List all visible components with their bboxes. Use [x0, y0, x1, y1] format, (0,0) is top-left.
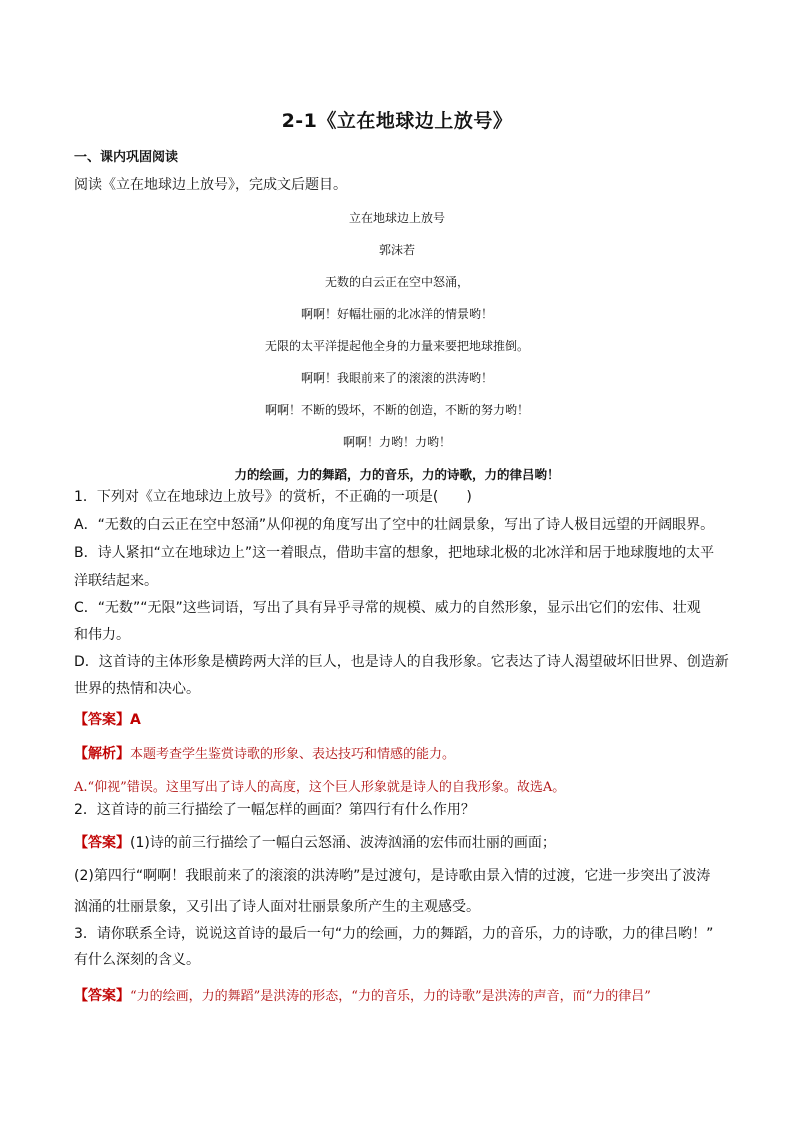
poem-author: 郭沫若 — [378, 243, 415, 257]
analysis-text: 本题考查学生鉴赏诗歌的形象、表达技巧和情感的能力。 — [130, 747, 456, 762]
question-2-stem: 2．这首诗的前三行描绘了一幅怎样的画面？第四行有什么作用？ — [74, 802, 475, 818]
question-2-answer-part-2-cont: 汹涌的壮丽景象，又引出了诗人面对壮丽景象所产生的主观感受。 — [74, 899, 480, 915]
poem-line: 啊啊！好幅壮丽的北冰洋的情景哟！ — [300, 307, 493, 321]
answer-tag: 【答案】 — [74, 712, 130, 728]
poem-title: 立在地球边上放号 — [348, 211, 445, 225]
question-1-option-b: B．诗人紧扣“立在地球边上”这一着眼点，借助丰富的想象，把地球北极的北冰洋和居于地球腹地的太平 — [74, 545, 715, 561]
question-1-option-a: A．“无数的白云正在空中怒涌”从仰视的角度写出了空中的壮阔景象，写出了诗人极目远望的开阔眼界。 — [74, 517, 715, 533]
answer-tag: 【答案】 — [74, 835, 130, 851]
poem-line: 啊啊！我眼前来了的滚滚的洪涛哟！ — [300, 371, 493, 385]
poem-line: 啊啊！力哟！力哟！ — [342, 435, 451, 449]
intro-text: 阅读《立在地球边上放号》，完成文后题目。 — [74, 177, 347, 193]
page-title: 2-1《立在地球边上放号》 — [281, 110, 513, 132]
question-3-answer — [74, 982, 734, 1011]
answer-text: “力的绘画，力的舞蹈”是洪涛的形态，“力的音乐，力的诗歌”是洪涛的声音，而“力的律吕” — [130, 989, 651, 1004]
answer-value: A — [130, 712, 141, 728]
analysis-tag: 【解析】 — [74, 746, 130, 762]
section-heading: 一、课内巩固阅读 — [74, 150, 179, 165]
poem-line: 无数的白云正在空中怒涌， — [324, 275, 469, 289]
question-1-answer — [74, 706, 734, 734]
question-1-option-c: C．“无数”“无限”这些词语，写出了具有异乎寻常的规模、威力的自然形象，显示出它们的宏伟、壮观 — [74, 600, 701, 616]
question-1-analysis — [74, 740, 734, 769]
poem-line: 无限的太平洋提起他全身的力量来要把地球推倒。 — [264, 339, 529, 353]
question-2-answer-part-2: (2)第四行“啊啊！我眼前来了的滚滚的洪涛哟”是过渡句，是诗歌由景入情的过渡，它进一步突出了波涛 — [74, 868, 711, 884]
question-3-stem-cont: 有什么深刻的含义。 — [74, 952, 200, 968]
question-1-stem: 1．下列对《立在地球边上放号》的赏析，不正确的一项是( ) — [74, 489, 472, 505]
question-1-option-d: D．这首诗的主体形象是横跨两大洋的巨人，也是诗人的自我形象。它表达了诗人渴望破坏旧世界、创造新 — [74, 654, 729, 670]
question-1-option-c-cont: 和伟力。 — [74, 627, 130, 643]
question-1-option-d-cont: 世界的热情和决心。 — [74, 681, 200, 697]
answer-text: (1)诗的前三行描绘了一幅白云怒涌、波涛汹涌的宏伟而壮丽的画面； — [130, 835, 556, 851]
question-1-option-b-cont: 洋联结起来。 — [74, 573, 158, 589]
question-1-analysis-detail: A.“仰视”错误。这里写出了诗人的高度，这个巨人形象就是诗人的自我形象。故选A。 — [74, 780, 566, 795]
question-2-answer — [74, 829, 734, 857]
answer-tag: 【答案】 — [74, 988, 130, 1004]
poem-line: 啊啊！不断的毁坏，不断的创造，不断的努力哟！ — [264, 403, 529, 417]
question-3-stem: 3．请你联系全诗，说说这首诗的最后一句“力的绘画，力的舞蹈，力的音乐，力的诗歌，力的律吕哟！” — [74, 926, 714, 942]
poem-line: 力的绘画，力的舞蹈，力的音乐，力的诗歌，力的律吕哟！ — [234, 467, 560, 482]
